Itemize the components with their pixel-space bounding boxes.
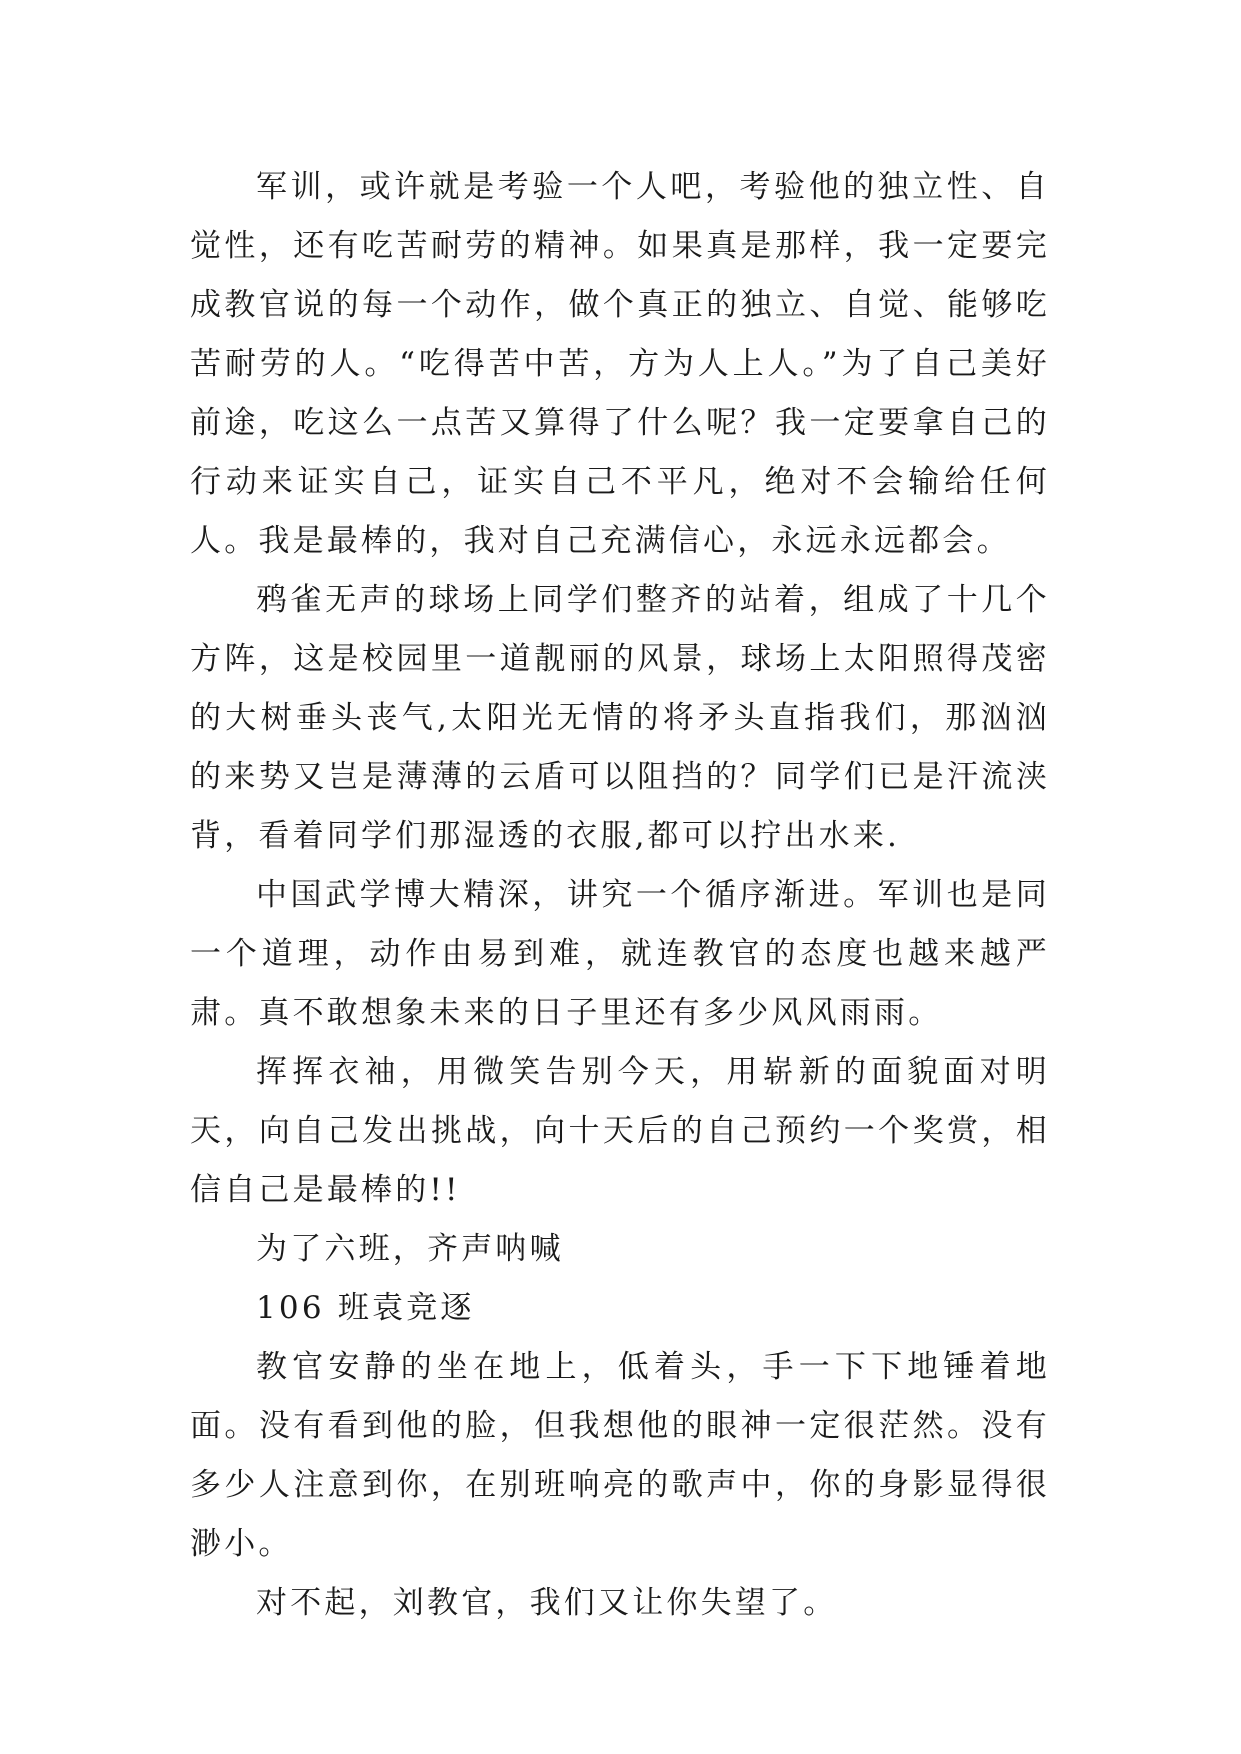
document-body [190,158,1050,1633]
paragraph-military-training-test: 军训，或许就是考验一个人吧，考验他的独立性、自觉性，还有吃苦耐劳的精神。如果真是那样，我一定要完成教官说的每一个动作，做个真正的独立、自觉、能够吃苦耐劳的人。“吃得苦中苦，方为人上人。”为了自己美好前途，吃这么一点苦又算得了什么呢？我一定要拿自己的行动来证实自己，证实自己不平凡，绝对不会输给任何人。我是最棒的，我对自己充满信心，永远永远都会。 [190,169,1050,559]
paragraph-sports-field: 鸦雀无声的球场上同学们整齐的站着，组成了十几个方阵，这是校园里一道靓丽的风景，球场上太阳照得茂密的大树垂头丧气,太阳光无情的将矛头直指我们，那汹汹的来势又岂是薄薄的云盾可以阻挡的？同学们已是汗流浃背，看着同学们那湿透的衣服,都可以拧出水来. [190,582,1050,854]
paragraph-apology: 对不起，刘教官，我们又让你失望了。 [256,1585,838,1621]
paragraph-cheer-title: 为了六班，齐声呐喊 [256,1231,564,1267]
paragraph-author: 106 班袁竞逐 [256,1290,475,1326]
paragraph-martial-arts: 中国武学博大精深，讲究一个循序渐进。军训也是同一个道理，动作由易到难，就连教官的态度也越来越严肃。真不敢想象未来的日子里还有多少风风雨雨。 [190,877,1050,1031]
paragraph-instructor: 教官安静的坐在地上，低着头，手一下下地锤着地面。没有看到他的脸，但我想他的眼神一定很茫然。没有多少人注意到你，在别班响亮的歌声中，你的身影显得很渺小。 [190,1349,1050,1562]
paragraph-farewell-today: 挥挥衣袖，用微笑告别今天，用崭新的面貌面对明天，向自己发出挑战，向十天后的自己预约一个奖赏，相信自己是最棒的!! [190,1054,1050,1208]
